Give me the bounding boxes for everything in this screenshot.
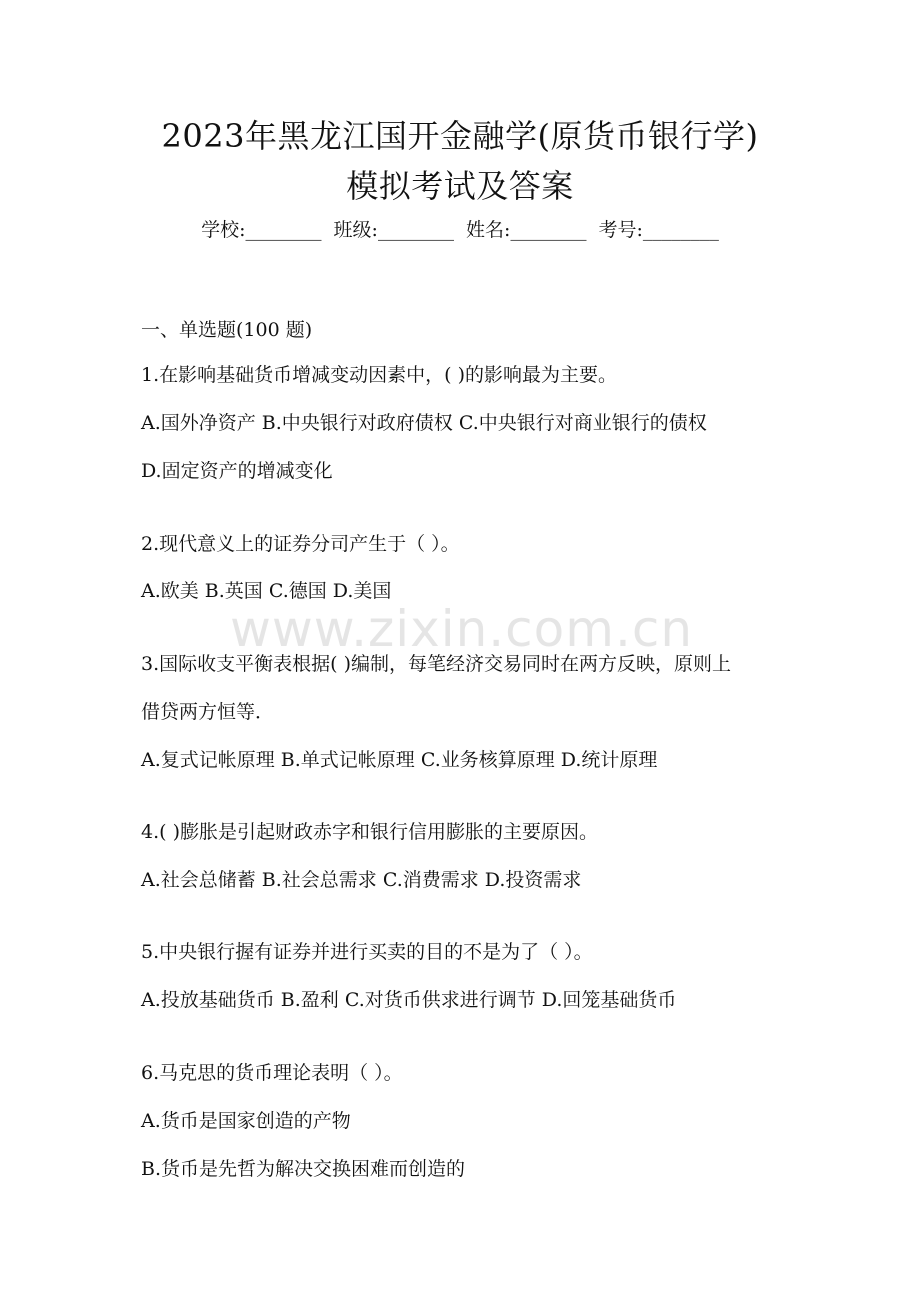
question-6-option-b: B.货币是先哲为解决交换困难而创造的: [141, 1158, 466, 1180]
question-3-options: A.复式记帐原理 B.单式记帐原理 C.业务核算原理 D.统计原理: [141, 749, 658, 771]
question-6-stem: 6.马克思的货币理论表明（ ）。: [141, 1062, 403, 1084]
student-info-line: 学校:________ 班级:________ 姓名:________ 考号:________: [201, 219, 719, 241]
section-heading: 一、单选题(100 题): [141, 319, 313, 341]
document-title-line1: 2023年黑龙江国开金融学(原货币银行学): [161, 117, 759, 155]
question-5-options: A.投放基础货币 B.盈利 C.对货币供求进行调节 D.回笼基础货币: [141, 989, 677, 1011]
question-1-options-line2: D.固定资产的增减变化: [141, 460, 333, 482]
question-3-stem-continued: 借贷两方恒等．: [141, 701, 275, 723]
document-title-line2: 模拟考试及答案: [346, 167, 574, 205]
question-4-options: A.社会总储蓄 B.社会总需求 C.消费需求 D.投资需求: [141, 869, 582, 891]
question-1-stem: 1.在影响基础货币增减变动因素中，( )的影响最为主要。: [141, 364, 617, 386]
question-2-options: A.欧美 B.英国 C.德国 D.美国: [141, 580, 392, 602]
question-4-stem: 4.( )膨胀是引起财政赤字和银行信用膨胀的主要原因。: [141, 821, 598, 843]
question-5-stem: 5.中央银行握有证券并进行买卖的目的不是为了（ ）。: [141, 941, 593, 963]
question-1-options-line1: A.国外净资产 B.中央银行对政府债权 C.中央银行对商业银行的债权: [141, 412, 707, 434]
question-3-stem: 3.国际收支平衡表根据( )编制，每笔经济交易同时在两方反映，原则上: [141, 653, 731, 675]
question-2-stem: 2.现代意义上的证券分司产生于（ ）。: [141, 533, 460, 555]
question-6-option-a: A.货币是国家创造的产物: [141, 1110, 351, 1132]
watermark-text: www.zixin.com.cn: [230, 600, 694, 658]
